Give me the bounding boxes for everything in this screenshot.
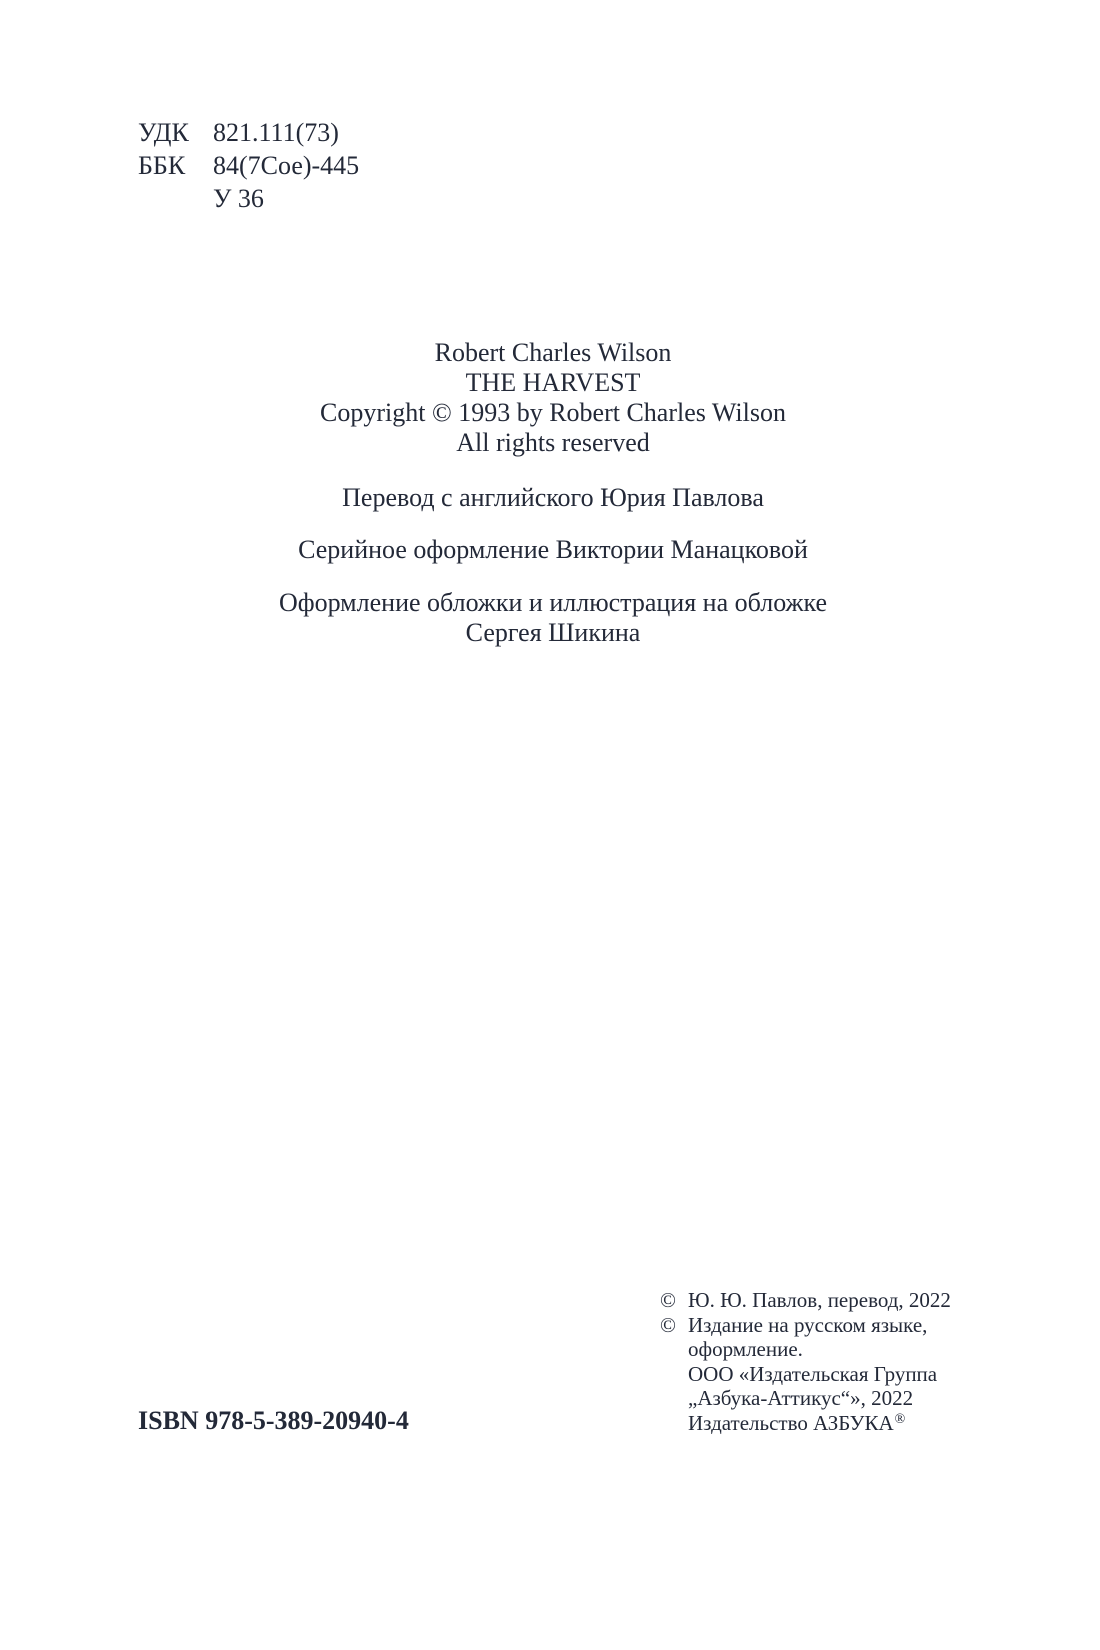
imprint-line: ООО «Издательская Группа xyxy=(688,1361,938,1386)
udk-label: УДК xyxy=(138,118,189,147)
udk-row xyxy=(138,116,359,149)
original-edition-block xyxy=(103,338,1003,458)
isbn: ISBN 978-5-389-20940-4 xyxy=(138,1406,409,1435)
author-sign: У 36 xyxy=(213,184,264,213)
udk-value: 821.111(73) xyxy=(213,118,339,147)
imprint-translator-text: Ю. Ю. Павлов, перевод, 2022 xyxy=(688,1288,951,1312)
publisher-name: Издательство АЗБУКА xyxy=(688,1410,894,1435)
imprint-line: „Азбука-Аттикус“», 2022 xyxy=(688,1386,914,1410)
cover-design-line1: Оформление обложки и иллюстрация на обложке xyxy=(278,588,828,617)
imprint-publisher-text xyxy=(688,1313,937,1440)
author-sign-row xyxy=(138,182,359,215)
original-author: Robert Charles Wilson xyxy=(434,338,672,367)
original-title: THE HARVEST xyxy=(465,368,641,397)
imprint-line: Издание на русском языке, xyxy=(688,1312,928,1337)
original-copyright: Copyright © 1993 by Robert Charles Wilson xyxy=(320,398,786,427)
imprint-line: оформление. xyxy=(688,1337,803,1361)
bbk-value: 84(7Сое)-445 xyxy=(213,151,360,180)
credits-column xyxy=(103,338,1003,648)
cover-design-credit xyxy=(103,588,1003,648)
copyright-symbol: © xyxy=(660,1312,676,1337)
imprint-entry-translator xyxy=(660,1288,951,1313)
author-sign-spacer xyxy=(138,182,213,215)
imprint-line-publisher-name xyxy=(688,1411,937,1440)
series-design-credit: Серийное оформление Виктории Манацковой xyxy=(298,535,808,564)
cover-design-line2: Сергея Шикина xyxy=(465,618,641,647)
translation-credit: Перевод с английского Юрия Павлова xyxy=(342,483,764,512)
bbk-label: ББК xyxy=(138,151,186,180)
imprint-entry-publisher xyxy=(660,1313,951,1440)
bbk-row xyxy=(138,149,359,182)
classification-block xyxy=(138,116,359,215)
registered-trademark-symbol: ® xyxy=(894,1411,906,1427)
copyright-symbol: © xyxy=(660,1288,676,1312)
imprint-block xyxy=(660,1288,951,1439)
original-rights: All rights reserved xyxy=(456,428,650,457)
